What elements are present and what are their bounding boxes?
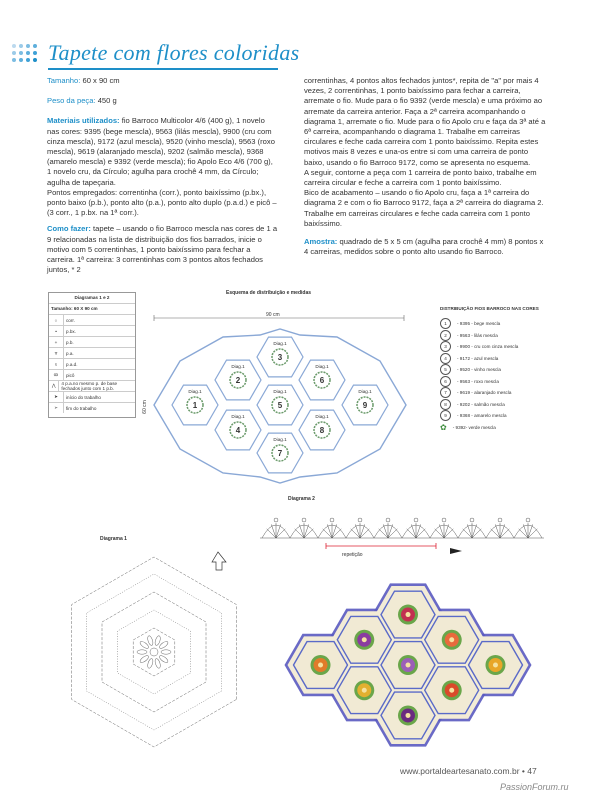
distribution-item [412, 353, 562, 365]
amostra-text: quadrado de 5 x 5 cm (agulha para crochê 4 mm) 8 pontos x 4 carreiras, medidos sobre o ponto alto usando fio Barroco. [304, 237, 544, 257]
tamanho-label: Tamanho: [47, 76, 81, 85]
legend-symbol: ŧ [49, 359, 64, 369]
distribution-item-text: - 9172 - azul mescla [457, 355, 499, 361]
diagram2-picot [274, 518, 278, 522]
diagram1-petal [154, 658, 161, 669]
end-arrow-icon [450, 548, 462, 554]
legend-title: Diagramas 1 e 2 [74, 295, 110, 300]
como-fazer-text: tapete – usando o fio Barroco mescla nas cores de 1 a 9 relacionadas na lista de distribuição dos fios barrados, inicie o motivo com 5 correntinhas, 1 ponto baixíssimo para fechar a carreira. 1ª carreira: 3 correntinhas com 3 pontos altos fechados juntos, * 2 [47, 224, 278, 275]
diagram1-petal [139, 654, 150, 663]
distribution-item [412, 341, 562, 353]
legend-text: picô [66, 372, 75, 378]
scheme-hex-number: 4 [235, 426, 241, 435]
rug-flower-center [493, 663, 498, 668]
rug-flower-center [362, 637, 367, 642]
left-column [47, 76, 279, 281]
rug-flower-center [318, 663, 323, 668]
legend-symbol: Ŧ [49, 348, 64, 358]
scheme-hex-diagram-label: Diag.1 [358, 389, 372, 394]
start-arrow-icon [212, 552, 226, 570]
diagram1-petal [147, 658, 154, 669]
distribution-item [412, 410, 562, 422]
scheme-title: Esquema de distribuição e medidas [226, 290, 312, 296]
scheme-hex-number: 6 [319, 376, 325, 385]
diagram2-picot [442, 518, 446, 522]
page-footer: www.portaldeartesanato.com.br • 47 [400, 766, 537, 776]
legend-text: fim do trabalho [66, 405, 97, 411]
rug-flower-center [449, 637, 454, 642]
scheme-hex-diagram-label: Diag.1 [273, 389, 287, 394]
peso-label: Peso da peça: [47, 96, 96, 106]
distribution-item [412, 318, 562, 330]
page-title: Tapete com flores coloridas [48, 40, 300, 65]
right-text-2: A seguir, contorne a peça com 1 carreira de ponto baixo, trabalhe em carreira circular e feche a carreira com 1 ponto baixíssimo. [304, 167, 537, 188]
distribution-item-text: - 9900 - cru com cinza mescla [457, 344, 519, 350]
distribution-item-text: - 9202 - salmão mescla [457, 401, 505, 407]
diagram1-round [133, 628, 175, 676]
diagram1-petal [139, 640, 150, 649]
distribution-number: 1 [440, 318, 451, 329]
distribution-number: 4 [440, 353, 451, 364]
legend-symbol: + [49, 337, 64, 347]
diagram2-picot [498, 518, 502, 522]
scheme-width: 90 cm [266, 312, 280, 318]
legend-row [49, 325, 135, 336]
legend-symbol: ꝏ [49, 370, 64, 380]
legend-text: início do trabalho [66, 394, 101, 400]
diagram1-petal [161, 650, 171, 654]
peso-value: 450 g [97, 96, 117, 106]
distribution-item-green [412, 422, 562, 434]
diagram2-chart [256, 508, 548, 562]
color-distribution-list [412, 306, 562, 433]
title-underline [48, 68, 278, 70]
legend-row [49, 347, 135, 358]
scheme-hex-diagram-label: Diag.1 [315, 364, 329, 369]
distribution-item-text: - 9395 - bege mescla [457, 321, 501, 327]
legend-row [49, 391, 135, 402]
distribution-number: 5 [440, 364, 451, 375]
distribution-item-text: - 9368 - amarelo mescla [457, 413, 507, 419]
scheme-hex-number: 9 [362, 401, 368, 410]
diagram1-petal [158, 654, 169, 663]
legend-symbol: ➤ [49, 392, 64, 402]
title-dots-decoration [8, 40, 48, 66]
legend-row [49, 358, 135, 369]
distribution-item [412, 399, 562, 411]
diagram2-picot [302, 518, 306, 522]
diagram2-repeat-label: repetição [342, 552, 363, 558]
diagram1-chart [56, 548, 252, 748]
distribution-item [412, 330, 562, 342]
finished-rug-photo [262, 570, 554, 760]
diagram1-petal [137, 650, 147, 654]
distribution-item-text: - 9520 - vinho mescla [457, 367, 501, 373]
distribution-scheme [150, 315, 408, 495]
scheme-hex-number: 8 [319, 426, 325, 435]
scheme-hex-diagram-label: Diag.1 [273, 437, 287, 442]
legend-symbol: ⋀ [49, 381, 59, 391]
como-fazer-label: Como fazer: [47, 224, 91, 234]
watermark: PassionForum.ru [500, 782, 569, 792]
diagram1-petal [158, 640, 169, 649]
distribution-number: 6 [440, 376, 451, 387]
diagram1-petal [154, 635, 161, 646]
flower-stitch-icon: ✿ [440, 422, 447, 432]
scheme-hex-diagram-label: Diag.1 [231, 414, 245, 419]
rug-flower-center [406, 663, 411, 668]
tamanho-value: 60 x 90 cm [82, 76, 120, 85]
scheme-hex-number: 2 [235, 376, 241, 385]
scheme-hex-diagram-label: Diag.1 [231, 364, 245, 369]
pontos-text: Pontos empregados: correntinha (corr.), ponto baixíssimo (p.bx.), ponto baixo (p.b.), ponto alto (p.a.), ponto alto duplo (p.a.d.) e picô – (3 corr., 1 p.bx. na 1ª corr.). [47, 187, 277, 218]
legend-text: p.a.d. [66, 361, 78, 367]
scheme-hex-diagram-label: Diag.1 [273, 341, 287, 346]
distribution-number: 7 [440, 387, 451, 398]
legend-symbol: • [49, 326, 64, 336]
scheme-hex-number: 7 [277, 449, 283, 458]
diagram2-title: Diagrama 2 [288, 496, 315, 502]
legend-row [49, 402, 135, 413]
legend-text: 4 p.a.no mesmo p. de base fechados junto com 1 p.b. [61, 381, 118, 391]
right-text-1: correntinhas, 4 pontos altos fechados juntos*, repita de "a" por mais 4 vezes, 2 correntinhas, 1 ponto baixíssimo para fechar a carreira, arremate o fio. Mude para o fio 9392 (verde mescla) e uma próximo ao arremate da carreira anterior. Faça a 2ª carreira acompanhando o diagrama 1, arremate o fio. Mude para o fio Apolo cru e faça da 3ª até a 6ª carreira, acompanhando o diagrama 1. Trabalhe em carreiras circulares e feche cada carreira com 1 ponto baixíssimo. Repita estes motivos mais 8 vezes e una-os entre si com uma carreira de ponto baixo, usando o fio Barroco 9172, como se apresenta no esquema. [304, 76, 546, 167]
legend-text: corr. [66, 317, 75, 323]
diagram1-round [72, 557, 237, 747]
scheme-hex-diagram-label: Diag.1 [188, 389, 202, 394]
scheme-hex-number: 3 [277, 353, 283, 362]
legend-row [49, 380, 135, 391]
distribution-number: 8 [440, 399, 451, 410]
legend-text: p.a. [66, 350, 74, 356]
distribution-item [412, 387, 562, 399]
distribution-item-text: - 9563 - lilás mescla [457, 332, 498, 338]
diagram1-title: Diagrama 1 [100, 536, 127, 542]
materiais-text: fio Barroco Multicolor 4/6 (400 g), 1 novelo nas cores: 9395 (bege mescla), 9563 (lilás mescla), 9900 (cru com cinza mescla), 9172 (azul mescla), 9520 (vinho mescla), 9563 (roxo mescla), 9619 (alaranjado mescla), 9202 (salmão mescla), 9368 (amarelo mescla) e 9392 (verde mescla); fio Apolo Eco 4/6 (700 g), 1 novelo cru, da Círculo; agulha para crochê 4 mm, da Círculo; agulha de tapeçaria. [47, 116, 275, 187]
stitch-legend [48, 292, 136, 418]
legend-size: Tamanho: 60 X 90 cm [49, 303, 135, 314]
right-text-3: Bico de acabamento – usando o fio Apolo cru, faça a 1ª carreira do diagrama 2 e com o fio Barroco 9172, faça a 2ª carreira do diagrama 2. Trabalhe em carreiras circulares e feche cada carreira com 1 ponto baixíssimo. [304, 188, 544, 228]
rug-flower-center [406, 612, 411, 617]
diagram1-round [118, 610, 191, 694]
distribution-item [412, 376, 562, 388]
diagram2-picot [414, 518, 418, 522]
legend-row [49, 369, 135, 380]
diagram2-picot [330, 518, 334, 522]
legend-text: p.b. [66, 339, 74, 345]
scheme-hex-number: 5 [277, 401, 283, 410]
diagram2-picot [386, 518, 390, 522]
distribution-item-text: - 9563 - roxo mescla [457, 378, 499, 384]
rug-flower-center [362, 688, 367, 693]
diagram2-picot [526, 518, 530, 522]
diagram1-center [150, 648, 158, 656]
legend-row [49, 314, 135, 325]
rug-flower-center [406, 713, 411, 718]
right-column [304, 76, 548, 263]
diagram1-round [87, 574, 222, 730]
distribution-title: DISTRIBUIÇÃO FIOS BARROCO NAS CORES [440, 306, 539, 311]
distribution-number: 3 [440, 341, 451, 352]
diagram2-picot [358, 518, 362, 522]
legend-symbol: ➢ [49, 403, 64, 413]
rug-flower-center [449, 688, 454, 693]
materiais-label: Materiais utilizados: [47, 116, 120, 126]
distribution-item-text: - 9392- verde mescla [452, 424, 496, 430]
distribution-item [412, 364, 562, 376]
scheme-height: 60 cm [141, 400, 148, 414]
distribution-item-text: - 9619 - alaranjado mescla [457, 390, 512, 396]
scheme-hex-number: 1 [192, 401, 198, 410]
legend-symbol: ○ [49, 315, 64, 325]
diagram2-picot [470, 518, 474, 522]
distribution-number: 2 [440, 330, 451, 341]
amostra-label: Amostra: [304, 237, 338, 247]
legend-row [49, 336, 135, 347]
diagram1-petal [147, 635, 154, 646]
scheme-hex-diagram-label: Diag.1 [315, 414, 329, 419]
legend-text: p.bx. [66, 328, 76, 334]
distribution-number: 9 [440, 410, 451, 421]
